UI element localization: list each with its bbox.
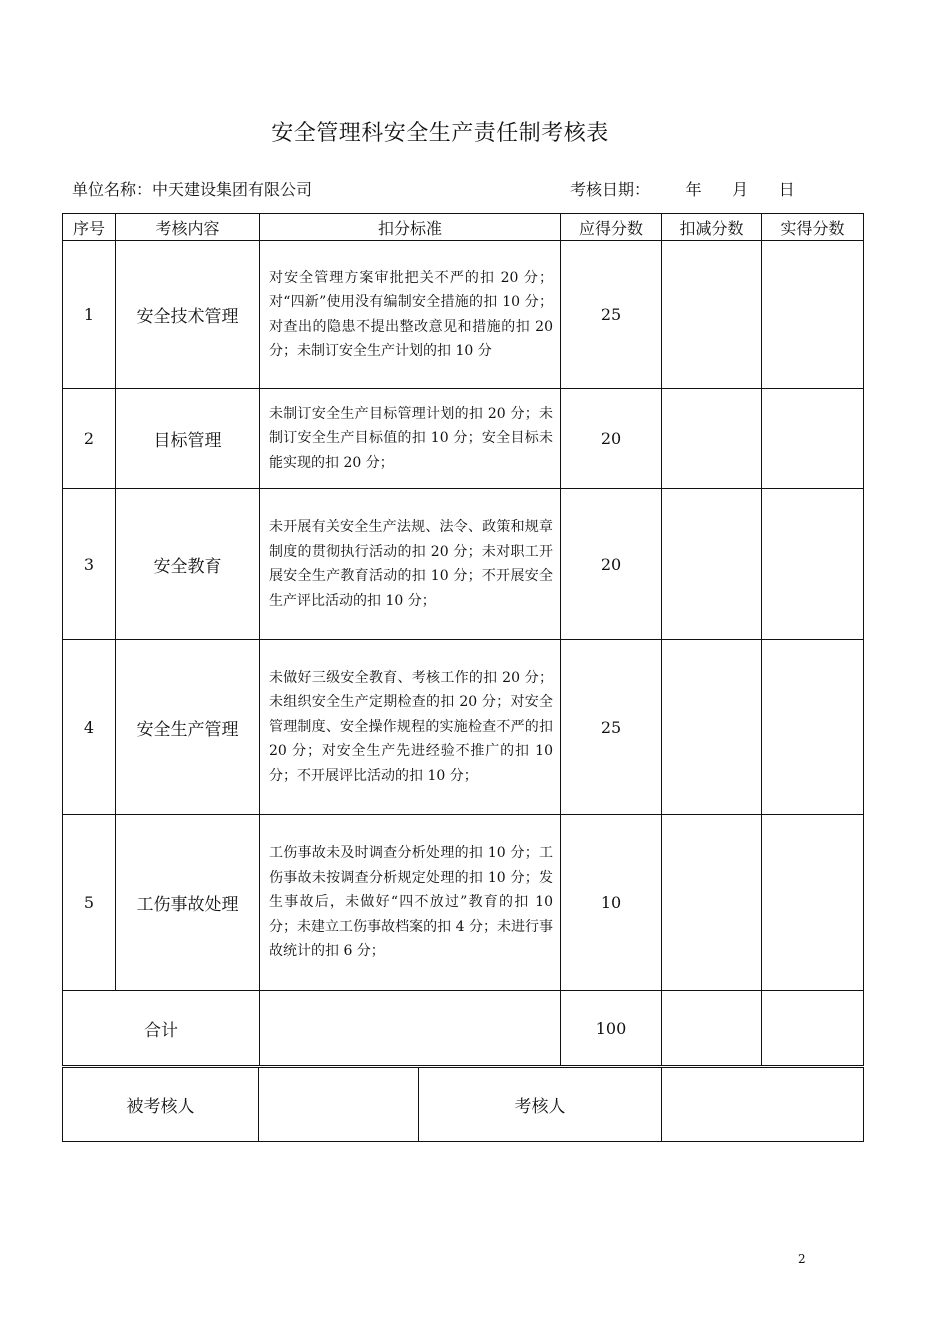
row-due-score: 25	[561, 640, 662, 815]
row-standard	[260, 489, 561, 640]
row-standard	[260, 389, 561, 489]
row-index: 2	[63, 389, 116, 489]
total-row	[63, 991, 864, 1066]
row-standard-text: 未开展有关安全生产法规、法令、政策和规章制度的贯彻执行活动的扣 20 分；未对职工开展安全生产教育活动的扣 10 分；不开展安全生产评比活动的扣 10 分；	[269, 519, 553, 609]
row-actual-score[interactable]	[762, 815, 864, 991]
assessor-label: 考核人	[419, 1068, 662, 1142]
row-deducted-score[interactable]	[662, 489, 762, 640]
row-standard-text: 工伤事故未及时调查分析处理的扣 10 分；工伤事故未按调查分析规定处理的扣 10 分；发生事故后，未做好“四不放过”教育的扣 10 分；未建立工伤事故档案的扣 4 分；未进行事故统计的扣 6 分；	[269, 845, 553, 960]
row-index: 4	[63, 640, 116, 815]
row-standard-text: 未做好三级安全教育、考核工作的扣 20 分；未组织安全生产定期检查的扣 20 分；对安全管理制度、安全操作规程的实施检查不严的扣 20 分；对安全生产先进经验不推广的扣 10 分；不开展评比活动的扣 10 分；	[269, 669, 553, 784]
date-month: 月	[732, 180, 749, 199]
date-label: 考核日期：	[570, 180, 651, 199]
table-row	[63, 640, 864, 815]
row-index: 1	[63, 241, 116, 389]
assessment-date	[570, 177, 795, 200]
total-standard	[260, 991, 561, 1066]
row-due-score: 10	[561, 815, 662, 991]
row-due-score: 25	[561, 241, 662, 389]
row-due-score: 20	[561, 489, 662, 640]
row-standard-text: 未制订安全生产目标管理计划的扣 20 分；未制订安全生产目标值的扣 10 分；安全目标未能实现的扣 20 分；	[269, 405, 553, 471]
table-row	[63, 815, 864, 991]
header-deducted-score: 扣减分数	[662, 214, 762, 241]
page-title: 安全管理科安全生产责任制考核表	[271, 121, 609, 146]
signature-row	[63, 1068, 864, 1142]
row-content: 安全教育	[116, 489, 260, 640]
row-content: 目标管理	[116, 389, 260, 489]
row-content: 安全生产管理	[116, 640, 260, 815]
row-due-score: 20	[561, 389, 662, 489]
header-index: 序号	[63, 214, 116, 241]
date-year: 年	[685, 180, 702, 199]
header-content: 考核内容	[116, 214, 260, 241]
row-index: 3	[63, 489, 116, 640]
row-standard	[260, 815, 561, 991]
row-deducted-score[interactable]	[662, 241, 762, 389]
row-actual-score[interactable]	[762, 389, 864, 489]
table-row	[63, 389, 864, 489]
table-row	[63, 489, 864, 640]
assessee-label: 被考核人	[63, 1068, 259, 1142]
row-standard	[260, 241, 561, 389]
page-number: 2	[798, 1252, 806, 1266]
table-header-row	[63, 214, 864, 241]
assessor-signature-field[interactable]	[662, 1068, 864, 1142]
assessment-table	[62, 213, 864, 1066]
header-actual-score: 实得分数	[762, 214, 864, 241]
unit-name: 单位名称：中天建设集团有限公司	[72, 180, 313, 199]
row-deducted-score[interactable]	[662, 815, 762, 991]
row-standard-text: 对安全管理方案审批把关不严的扣 20 分；对“四新”使用没有编制安全措施的扣 10 分；对查出的隐患不提出整改意见和措施的扣 20 分；未制订安全生产计划的扣 10 分	[269, 269, 553, 359]
row-deducted-score[interactable]	[662, 640, 762, 815]
total-due-score: 100	[561, 991, 662, 1066]
row-deducted-score[interactable]	[662, 389, 762, 489]
total-deducted-score[interactable]	[662, 991, 762, 1066]
row-content: 工伤事故处理	[116, 815, 260, 991]
row-actual-score[interactable]	[762, 640, 864, 815]
date-day: 日	[778, 180, 795, 199]
header-standard: 扣分标准	[260, 214, 561, 241]
assessee-signature-field[interactable]	[259, 1068, 419, 1142]
row-index: 5	[63, 815, 116, 991]
row-content: 安全技术管理	[116, 241, 260, 389]
row-actual-score[interactable]	[762, 241, 864, 389]
total-label: 合计	[63, 991, 260, 1066]
table-row	[63, 241, 864, 389]
row-standard	[260, 640, 561, 815]
total-actual-score[interactable]	[762, 991, 864, 1066]
row-actual-score[interactable]	[762, 489, 864, 640]
signature-table	[62, 1067, 864, 1142]
header-due-score: 应得分数	[561, 214, 662, 241]
